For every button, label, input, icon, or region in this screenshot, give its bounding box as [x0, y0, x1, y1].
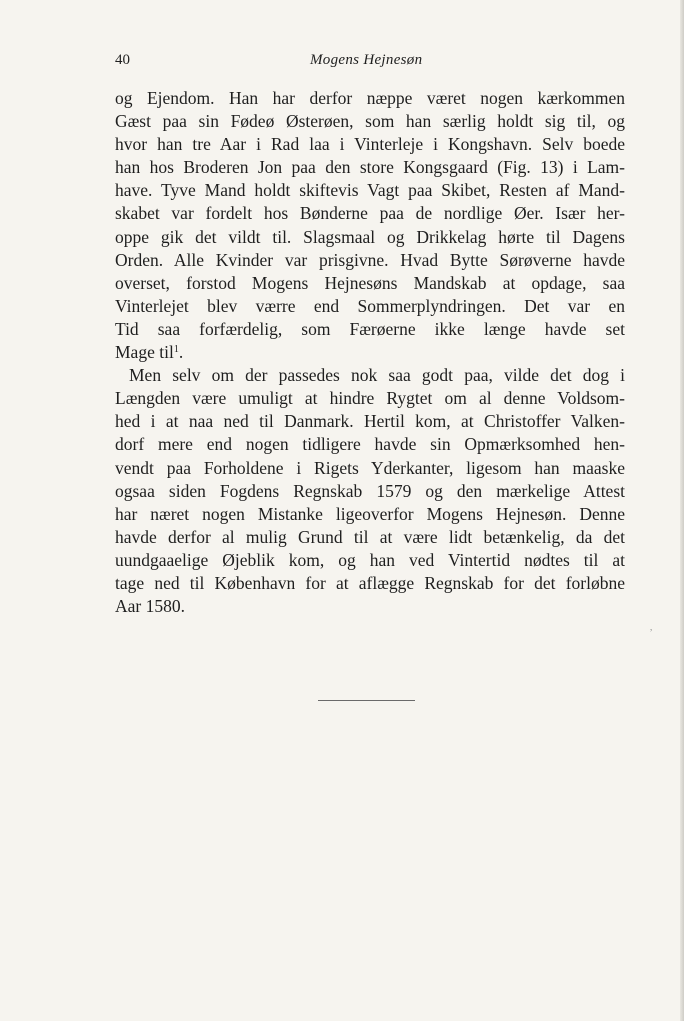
text-line: og Ejendom. Han har derfor næppe været nogen kærkommen: [115, 88, 625, 108]
text-line: Tid saa forfærdelig, som Færøerne ikke længe havde set: [115, 318, 625, 339]
paragraph: [115, 364, 625, 618]
text-line: Aar 1580.: [115, 596, 185, 617]
text-line: Længden være umuligt at hindre Rygtet om al denne Voldsom-: [115, 388, 625, 409]
footnote-marker[interactable]: 1: [173, 344, 179, 356]
text-line: hed i at naa ned til Danmark. Hertil kom, at Christoffer Valken-: [115, 411, 625, 432]
text-line: Gæst paa sin Fødeø Østerøen, som han særlig holdt sig til, og: [115, 111, 625, 132]
text-line: [115, 341, 625, 364]
text-line: havde derfor al mulig Grund til at være lidt betænkelig, da det: [115, 526, 625, 547]
text-line: uundgaaelige Øjeblik kom, og han ved Vintertid nødtes til at: [115, 549, 625, 570]
text-line: overset, forstod Mogens Hejnesøns Mandskab at opdage, saa: [115, 272, 625, 293]
text-line: han hos Broderen Jon paa den store Kongsgaard (Fig. 13) i Lam-: [115, 157, 625, 178]
page-edge: [680, 0, 684, 1021]
text-line: Vinterlejet blev værre end Sommerplyndringen. Det var en: [115, 295, 625, 316]
text-line: skabet var fordelt hos Bønderne paa de nordlige Øer. Især her-: [115, 203, 625, 224]
text-line: har næret nogen Mistanke ligeoverfor Mogens Hejnesøn. Denne: [115, 503, 625, 524]
end-punctuation: .: [178, 342, 184, 363]
text-line: Men selv om der passedes nok saa godt paa, vilde det dog i: [129, 365, 625, 386]
paragraph: [115, 87, 625, 364]
footnote-rule: [318, 700, 415, 701]
page-header: [115, 52, 625, 74]
text-line: tage ned til København for at aflægge Regnskab for det forløbne: [115, 572, 625, 593]
text-line: vendt paa Forholdene i Rigets Yderkanter, ligesom han maaske: [115, 457, 625, 478]
text-fragment: Mage til: [115, 342, 174, 363]
text-line: ogsaa siden Fogdens Regnskab 1579 og den mærkelige Attest: [115, 480, 625, 501]
text-line: oppe gik det vildt til. Slagsmaal og Drikkelag hørte til Dagens: [115, 226, 625, 247]
page-number: 40: [115, 52, 130, 68]
text-line: Orden. Alle Kvinder var prisgivne. Hvad Bytte Sørøverne havde: [115, 249, 625, 270]
text-line: have. Tyve Mand holdt skiftevis Vagt paa Skibet, Resten af Mand-: [115, 180, 625, 201]
running-title: Mogens Hejnesøn: [310, 52, 423, 68]
text-line: dorf mere end nogen tidligere havde sin Opmærksomhed hen-: [115, 434, 625, 455]
margin-mark: ,: [650, 622, 653, 632]
body-text: [115, 87, 625, 618]
text-line: hvor han tre Aar i Rad laa i Vinterleje i Kongshavn. Selv boede: [115, 134, 625, 155]
